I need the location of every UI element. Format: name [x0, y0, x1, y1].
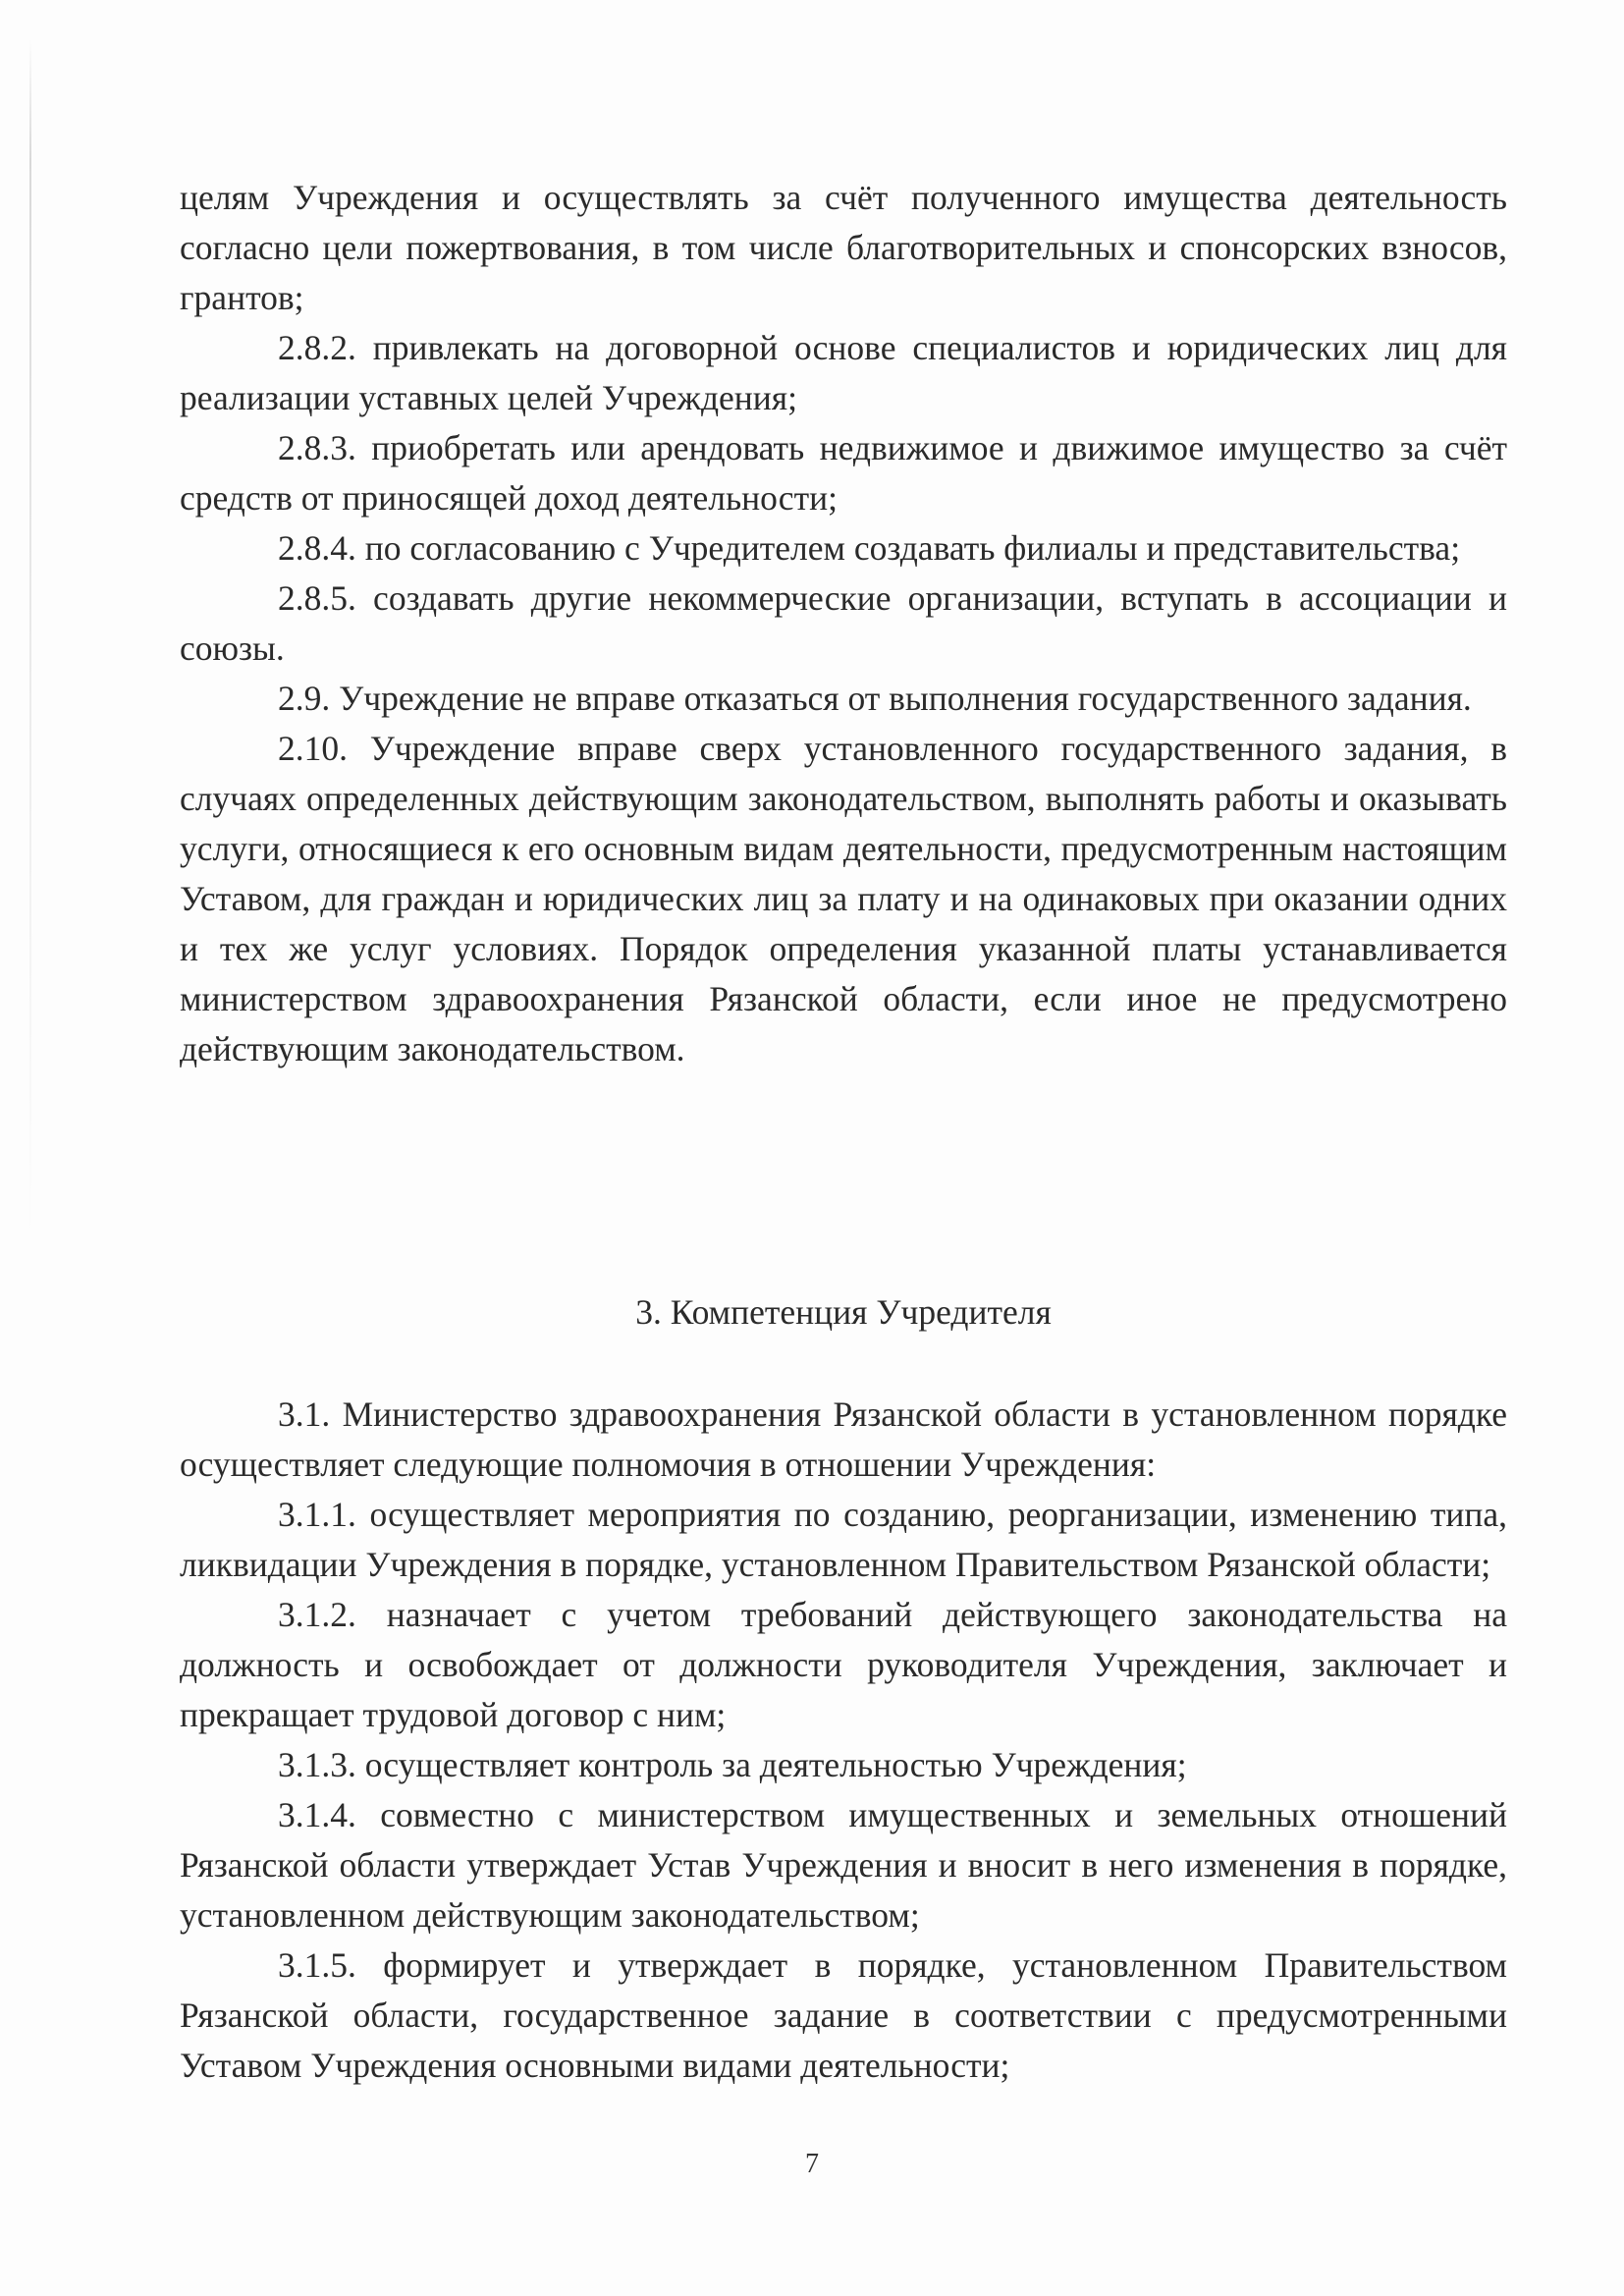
paragraph-3-1: 3.1. Министерство здравоохранения Рязанской области в установленном порядке осуществляет следующие полномочия в отношении Учреждения: — [180, 1394, 1507, 1484]
section-2-continuation — [180, 173, 1507, 1074]
paragraph-2-8-2: 2.8.2. привлекать на договорной основе специалистов и юридических лиц для реализации уставных целей Учреждения; — [180, 328, 1507, 417]
section-heading: 3. Компетенция Учредителя — [635, 1292, 1052, 1332]
paragraph-2-10: 2.10. Учреждение вправе сверх установленного государственного задания, в случаях определенных действующим законодательством, выполнять работы и оказывать услуги, относящиеся к его основным видам деятельности, предусмотренным настоящим Уставом, для граждан и юридических лиц за плату и на одинаковых при оказании одних и тех же услуг условиях. Порядок определения указанной платы устанавливается министерством здравоохранения Рязанской области, если иное не предусмотрено действующим законодательством. — [180, 729, 1507, 1068]
paragraph-2-8-4: 2.8.4. по согласованию с Учредителем создавать филиалы и представительства; — [278, 528, 1461, 568]
page-number: 7 — [805, 2149, 819, 2179]
scan-edge-mark — [29, 39, 31, 1237]
paragraph-3-1-1: 3.1.1. осуществляет мероприятия по созданию, реорганизации, изменению типа, ликвидации Учреждения в порядке, установленном Правительством Рязанской области; — [180, 1495, 1507, 1584]
section-3-heading-block — [180, 1287, 1507, 1338]
paragraph-3-1-3: 3.1.3. осуществляет контроль за деятельностью Учреждения; — [278, 1745, 1187, 1784]
paragraph-3-1-4: 3.1.4. совместно с министерством имущественных и земельных отношений Рязанской области утверждает Устав Учреждения и вносит в него изменения в порядке, установленном действующим законодательством; — [180, 1795, 1507, 1935]
paragraph-2-8-1-cont: целям Учреждения и осуществлять за счёт полученного имущества деятельность согласно цели пожертвования, в том числе благотворительных и спонсорских взносов, грантов; — [180, 178, 1507, 317]
paragraph-2-9: 2.9. Учреждение не вправе отказаться от выполнения государственного задания. — [278, 679, 1472, 718]
paragraph-2-8-5: 2.8.5. создавать другие некоммерческие организации, вступать в ассоциации и союзы. — [180, 578, 1507, 668]
paragraph-2-8-3: 2.8.3. приобретать или арендовать недвижимое и движимое имущество за счёт средств от приносящей доход деятельности; — [180, 428, 1507, 518]
paragraph-3-1-5: 3.1.5. формирует и утверждает в порядке, установленном Правительством Рязанской области, государственное задание в соответствии с предусмотренными Уставом Учреждения основными видами деятельности; — [180, 1945, 1507, 2085]
section-3-body — [180, 1390, 1507, 2091]
paragraph-3-1-2: 3.1.2. назначает с учетом требований действующего законодательства на должность и освобождает от должности руководителя Учреждения, заключает и прекращает трудовой договор с ним; — [180, 1595, 1507, 1734]
